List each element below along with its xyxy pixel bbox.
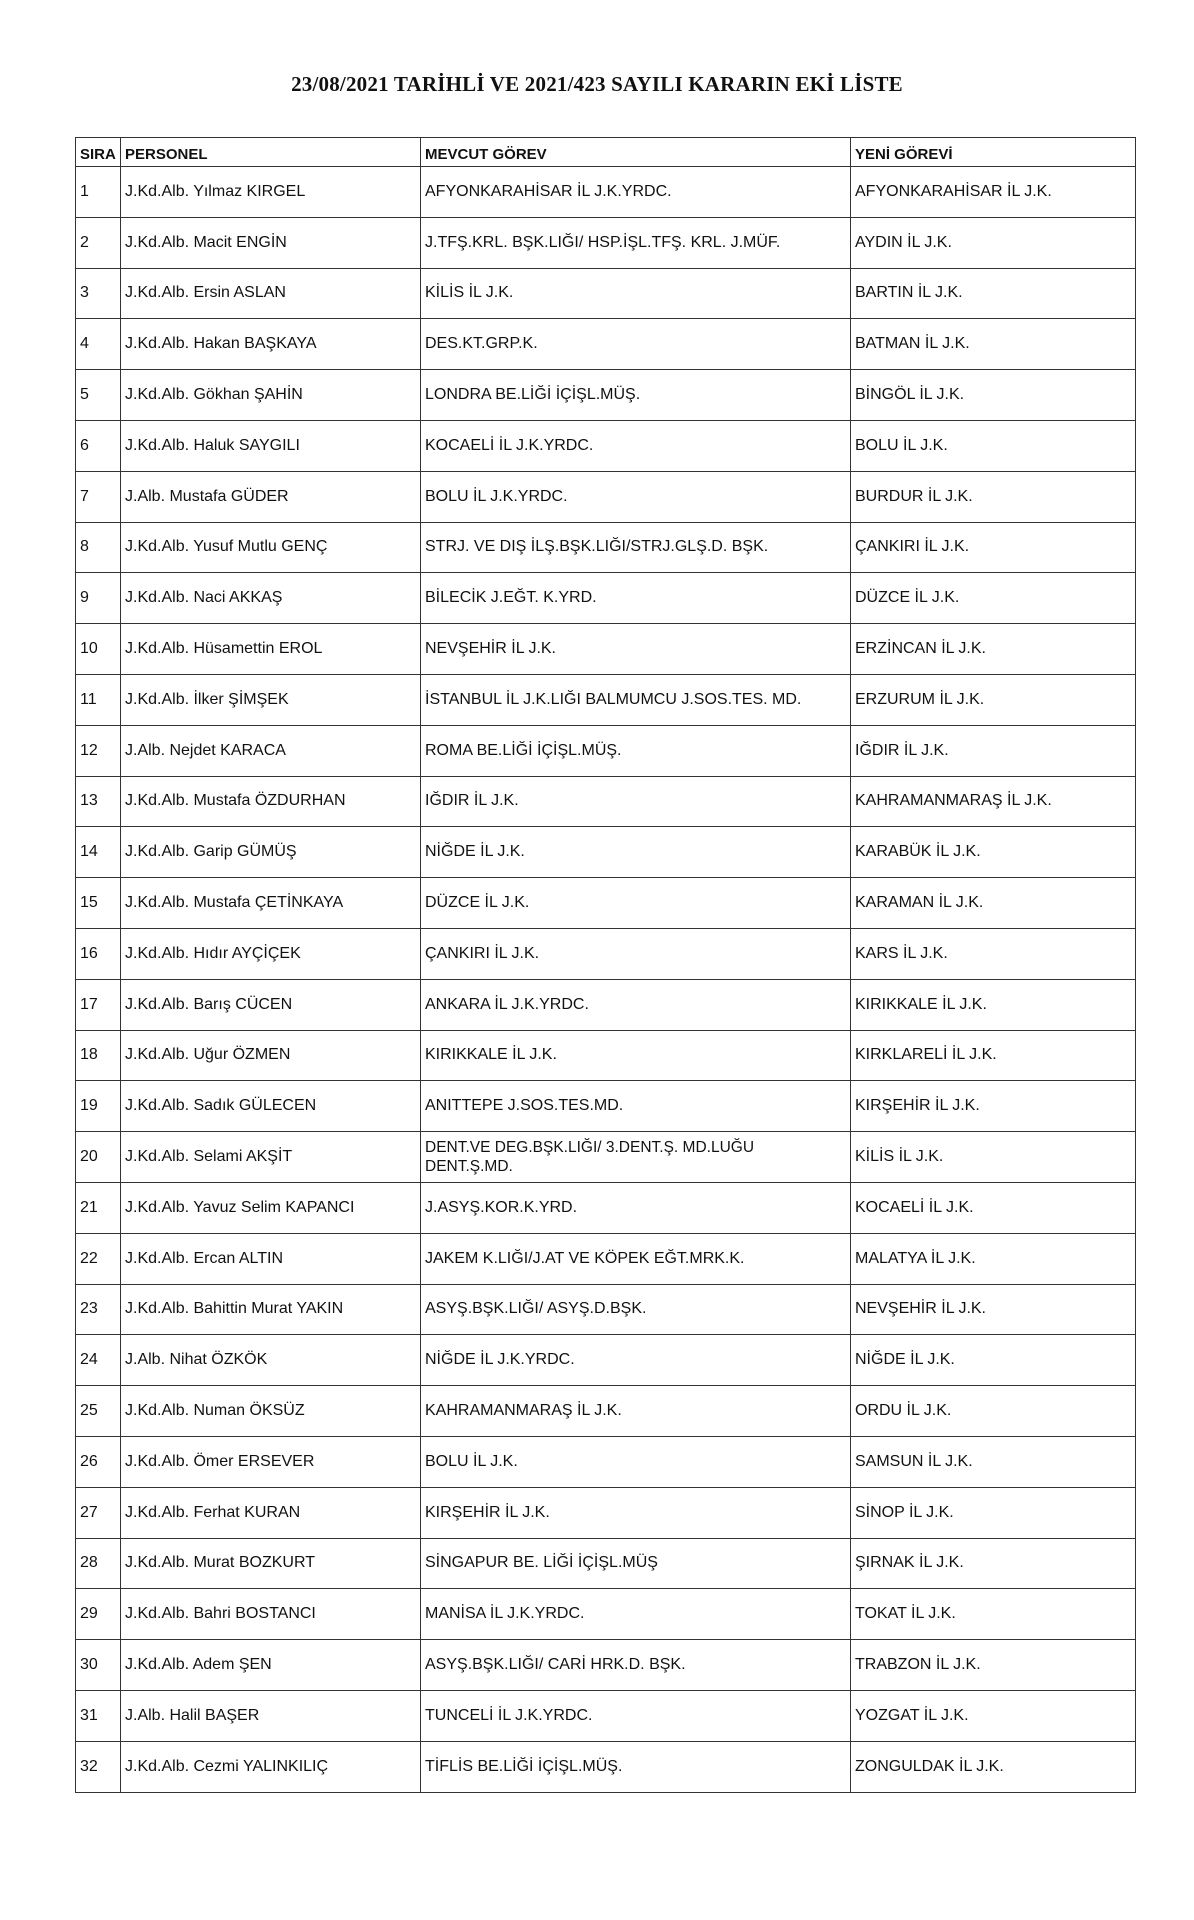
cell-yeni-gorevi: KARABÜK İL J.K. (851, 827, 1136, 878)
cell-sira: 27 (76, 1487, 121, 1538)
cell-mevcut-gorev: KİLİS İL J.K. (421, 268, 851, 319)
cell-yeni-gorevi: KARS İL J.K. (851, 928, 1136, 979)
cell-personel: J.Kd.Alb. Hüsamettin EROL (121, 624, 421, 675)
cell-sira: 22 (76, 1233, 121, 1284)
cell-personel: J.Kd.Alb. Numan ÖKSÜZ (121, 1386, 421, 1437)
cell-mevcut-gorev: STRJ. VE DIŞ İLŞ.BŞK.LIĞI/STRJ.GLŞ.D. BŞK. (421, 522, 851, 573)
cell-mevcut-gorev: DES.KT.GRP.K. (421, 319, 851, 370)
table-row (76, 573, 1136, 624)
cell-yeni-gorevi: BATMAN İL J.K. (851, 319, 1136, 370)
cell-mevcut-gorev: MANİSA İL J.K.YRDC. (421, 1589, 851, 1640)
cell-personel: J.Kd.Alb. Murat BOZKURT (121, 1538, 421, 1589)
cell-sira: 31 (76, 1690, 121, 1741)
cell-sira: 25 (76, 1386, 121, 1437)
cell-yeni-gorevi: AFYONKARAHİSAR İL J.K. (851, 167, 1136, 218)
header-personel: PERSONEL (121, 138, 421, 167)
cell-mevcut-gorev: ROMA BE.LİĞİ İÇİŞL.MÜŞ. (421, 725, 851, 776)
table-row (76, 1640, 1136, 1691)
cell-mevcut-gorev: NİĞDE İL J.K.YRDC. (421, 1335, 851, 1386)
cell-mevcut-gorev: NİĞDE İL J.K. (421, 827, 851, 878)
cell-mevcut-gorev: BOLU İL J.K.YRDC. (421, 471, 851, 522)
cell-yeni-gorevi: KIRKLARELİ İL J.K. (851, 1030, 1136, 1081)
cell-yeni-gorevi: DÜZCE İL J.K. (851, 573, 1136, 624)
cell-yeni-gorevi: NİĞDE İL J.K. (851, 1335, 1136, 1386)
cell-sira: 5 (76, 370, 121, 421)
cell-sira: 15 (76, 878, 121, 929)
cell-sira: 24 (76, 1335, 121, 1386)
cell-personel: J.Alb. Halil BAŞER (121, 1690, 421, 1741)
cell-yeni-gorevi: ŞIRNAK İL J.K. (851, 1538, 1136, 1589)
cell-sira: 9 (76, 573, 121, 624)
table-row (76, 370, 1136, 421)
cell-yeni-gorevi: TOKAT İL J.K. (851, 1589, 1136, 1640)
cell-yeni-gorevi: KOCAELİ İL J.K. (851, 1182, 1136, 1233)
cell-mevcut-gorev: ANKARA İL J.K.YRDC. (421, 979, 851, 1030)
cell-yeni-gorevi: KAHRAMANMARAŞ İL J.K. (851, 776, 1136, 827)
cell-sira: 10 (76, 624, 121, 675)
cell-personel: J.Kd.Alb. Bahittin Murat YAKIN (121, 1284, 421, 1335)
cell-sira: 14 (76, 827, 121, 878)
cell-mevcut-gorev: TUNCELİ İL J.K.YRDC. (421, 1690, 851, 1741)
cell-personel: J.Kd.Alb. Bahri BOSTANCI (121, 1589, 421, 1640)
cell-mevcut-gorev: KIRIKKALE İL J.K. (421, 1030, 851, 1081)
cell-yeni-gorevi: KARAMAN İL J.K. (851, 878, 1136, 929)
cell-mevcut-gorev: IĞDIR İL J.K. (421, 776, 851, 827)
cell-yeni-gorevi: AYDIN İL J.K. (851, 217, 1136, 268)
table-row (76, 268, 1136, 319)
cell-personel: J.Kd.Alb. Selami AKŞİT (121, 1132, 421, 1183)
cell-personel: J.Kd.Alb. Mustafa ÇETİNKAYA (121, 878, 421, 929)
cell-sira: 29 (76, 1589, 121, 1640)
table-row (76, 1589, 1136, 1640)
cell-yeni-gorevi: BURDUR İL J.K. (851, 471, 1136, 522)
cell-mevcut-gorev: J.ASYŞ.KOR.K.YRD. (421, 1182, 851, 1233)
table-header-row (76, 138, 1136, 167)
table-row (76, 167, 1136, 218)
cell-yeni-gorevi: TRABZON İL J.K. (851, 1640, 1136, 1691)
table-row (76, 928, 1136, 979)
table-row (76, 1690, 1136, 1741)
cell-mevcut-gorev: KOCAELİ İL J.K.YRDC. (421, 420, 851, 471)
cell-yeni-gorevi: ORDU İL J.K. (851, 1386, 1136, 1437)
cell-sira: 28 (76, 1538, 121, 1589)
header-mevcut-gorev: MEVCUT GÖREV (421, 138, 851, 167)
cell-personel: J.Kd.Alb. Ferhat KURAN (121, 1487, 421, 1538)
table-row (76, 319, 1136, 370)
table-row (76, 1132, 1136, 1183)
header-yeni-gorevi: YENİ GÖREVİ (851, 138, 1136, 167)
cell-yeni-gorevi: KIRŞEHİR İL J.K. (851, 1081, 1136, 1132)
cell-personel: J.Kd.Alb. İlker ŞİMŞEK (121, 674, 421, 725)
cell-yeni-gorevi: ERZURUM İL J.K. (851, 674, 1136, 725)
cell-personel: J.Kd.Alb. Adem ŞEN (121, 1640, 421, 1691)
cell-yeni-gorevi: BİNGÖL İL J.K. (851, 370, 1136, 421)
table-row (76, 1030, 1136, 1081)
cell-personel: J.Kd.Alb. Hakan BAŞKAYA (121, 319, 421, 370)
cell-yeni-gorevi: BOLU İL J.K. (851, 420, 1136, 471)
table-row (76, 1284, 1136, 1335)
cell-yeni-gorevi: ÇANKIRI İL J.K. (851, 522, 1136, 573)
cell-personel: J.Kd.Alb. Ersin ASLAN (121, 268, 421, 319)
cell-sira: 19 (76, 1081, 121, 1132)
cell-mevcut-gorev: İSTANBUL İL J.K.LIĞI BALMUMCU J.SOS.TES. MD. (421, 674, 851, 725)
cell-sira: 23 (76, 1284, 121, 1335)
cell-mevcut-gorev: ASYŞ.BŞK.LIĞI/ ASYŞ.D.BŞK. (421, 1284, 851, 1335)
table-row (76, 1182, 1136, 1233)
cell-personel: J.Kd.Alb. Cezmi YALINKILIÇ (121, 1741, 421, 1792)
cell-personel: J.Kd.Alb. Naci AKKAŞ (121, 573, 421, 624)
cell-personel: J.Kd.Alb. Hıdır AYÇİÇEK (121, 928, 421, 979)
cell-sira: 13 (76, 776, 121, 827)
cell-personel: J.Kd.Alb. Ercan ALTIN (121, 1233, 421, 1284)
table-row (76, 1386, 1136, 1437)
cell-sira: 30 (76, 1640, 121, 1691)
table-row (76, 624, 1136, 675)
cell-personel: J.Kd.Alb. Yavuz Selim KAPANCI (121, 1182, 421, 1233)
cell-yeni-gorevi: NEVŞEHİR İL J.K. (851, 1284, 1136, 1335)
cell-mevcut-gorev: ASYŞ.BŞK.LIĞI/ CARİ HRK.D. BŞK. (421, 1640, 851, 1691)
cell-mevcut-gorev: J.TFŞ.KRL. BŞK.LIĞI/ HSP.İŞL.TFŞ. KRL. J.MÜF. (421, 217, 851, 268)
cell-yeni-gorevi: SAMSUN İL J.K. (851, 1436, 1136, 1487)
cell-sira: 3 (76, 268, 121, 319)
cell-sira: 2 (76, 217, 121, 268)
cell-personel: J.Alb. Nejdet KARACA (121, 725, 421, 776)
header-sira: SIRA (76, 138, 121, 167)
cell-personel: J.Kd.Alb. Barış CÜCEN (121, 979, 421, 1030)
table-row (76, 522, 1136, 573)
cell-mevcut-gorev: LONDRA BE.LİĞİ İÇİŞL.MÜŞ. (421, 370, 851, 421)
cell-mevcut-gorev: AFYONKARAHİSAR İL J.K.YRDC. (421, 167, 851, 218)
cell-personel: J.Kd.Alb. Garip GÜMÜŞ (121, 827, 421, 878)
cell-yeni-gorevi: ERZİNCAN İL J.K. (851, 624, 1136, 675)
cell-personel: J.Kd.Alb. Yusuf Mutlu GENÇ (121, 522, 421, 573)
table-row (76, 979, 1136, 1030)
cell-sira: 26 (76, 1436, 121, 1487)
cell-sira: 11 (76, 674, 121, 725)
cell-yeni-gorevi: IĞDIR İL J.K. (851, 725, 1136, 776)
cell-yeni-gorevi: BARTIN İL J.K. (851, 268, 1136, 319)
cell-yeni-gorevi: KİLİS İL J.K. (851, 1132, 1136, 1183)
cell-sira: 7 (76, 471, 121, 522)
cell-yeni-gorevi: YOZGAT İL J.K. (851, 1690, 1136, 1741)
cell-sira: 1 (76, 167, 121, 218)
cell-mevcut-gorev: KAHRAMANMARAŞ İL J.K. (421, 1386, 851, 1437)
cell-mevcut-gorev: DENT.VE DEG.BŞK.LIĞI/ 3.DENT.Ş. MD.LUĞU DENT.Ş.MD. (421, 1132, 851, 1183)
table-row (76, 674, 1136, 725)
table-row (76, 1233, 1136, 1284)
table-row (76, 725, 1136, 776)
table-body (76, 167, 1136, 1793)
cell-personel: J.Kd.Alb. Macit ENGİN (121, 217, 421, 268)
cell-sira: 21 (76, 1182, 121, 1233)
cell-personel: J.Alb. Nihat ÖZKÖK (121, 1335, 421, 1386)
table-row (76, 1538, 1136, 1589)
cell-yeni-gorevi: SİNOP İL J.K. (851, 1487, 1136, 1538)
cell-mevcut-gorev: JAKEM K.LIĞI/J.AT VE KÖPEK EĞT.MRK.K. (421, 1233, 851, 1284)
table-row (76, 1436, 1136, 1487)
cell-personel: J.Kd.Alb. Mustafa ÖZDURHAN (121, 776, 421, 827)
document-title: 23/08/2021 TARİHLİ VE 2021/423 SAYILI KARARIN EKİ LİSTE (291, 72, 903, 96)
cell-personel: J.Kd.Alb. Sadık GÜLECEN (121, 1081, 421, 1132)
cell-yeni-gorevi: KIRIKKALE İL J.K. (851, 979, 1136, 1030)
cell-sira: 32 (76, 1741, 121, 1792)
cell-personel: J.Alb. Mustafa GÜDER (121, 471, 421, 522)
cell-personel: J.Kd.Alb. Haluk SAYGILI (121, 420, 421, 471)
table-row (76, 1487, 1136, 1538)
cell-sira: 20 (76, 1132, 121, 1183)
cell-personel: J.Kd.Alb. Ömer ERSEVER (121, 1436, 421, 1487)
cell-sira: 17 (76, 979, 121, 1030)
cell-mevcut-gorev: TİFLİS BE.LİĞİ İÇİŞL.MÜŞ. (421, 1741, 851, 1792)
table-row (76, 471, 1136, 522)
table-row (76, 776, 1136, 827)
cell-personel: J.Kd.Alb. Gökhan ŞAHİN (121, 370, 421, 421)
cell-mevcut-gorev: ANITTEPE J.SOS.TES.MD. (421, 1081, 851, 1132)
table-row (76, 1081, 1136, 1132)
cell-personel: J.Kd.Alb. Uğur ÖZMEN (121, 1030, 421, 1081)
cell-sira: 6 (76, 420, 121, 471)
cell-yeni-gorevi: MALATYA İL J.K. (851, 1233, 1136, 1284)
cell-mevcut-gorev: BİLECİK J.EĞT. K.YRD. (421, 573, 851, 624)
cell-yeni-gorevi: ZONGULDAK İL J.K. (851, 1741, 1136, 1792)
cell-sira: 8 (76, 522, 121, 573)
table-row (76, 217, 1136, 268)
table-row (76, 420, 1136, 471)
table-row (76, 1741, 1136, 1792)
table-row (76, 1335, 1136, 1386)
cell-mevcut-gorev: KIRŞEHİR İL J.K. (421, 1487, 851, 1538)
cell-sira: 12 (76, 725, 121, 776)
personnel-table (75, 137, 1136, 1793)
cell-personel: J.Kd.Alb. Yılmaz KIRGEL (121, 167, 421, 218)
cell-sira: 4 (76, 319, 121, 370)
cell-mevcut-gorev: ÇANKIRI İL J.K. (421, 928, 851, 979)
cell-sira: 18 (76, 1030, 121, 1081)
cell-mevcut-gorev: SİNGAPUR BE. LİĞİ İÇİŞL.MÜŞ (421, 1538, 851, 1589)
cell-mevcut-gorev: BOLU İL J.K. (421, 1436, 851, 1487)
table-row (76, 827, 1136, 878)
cell-mevcut-gorev: DÜZCE İL J.K. (421, 878, 851, 929)
cell-sira: 16 (76, 928, 121, 979)
cell-mevcut-gorev: NEVŞEHİR İL J.K. (421, 624, 851, 675)
table-row (76, 878, 1136, 929)
